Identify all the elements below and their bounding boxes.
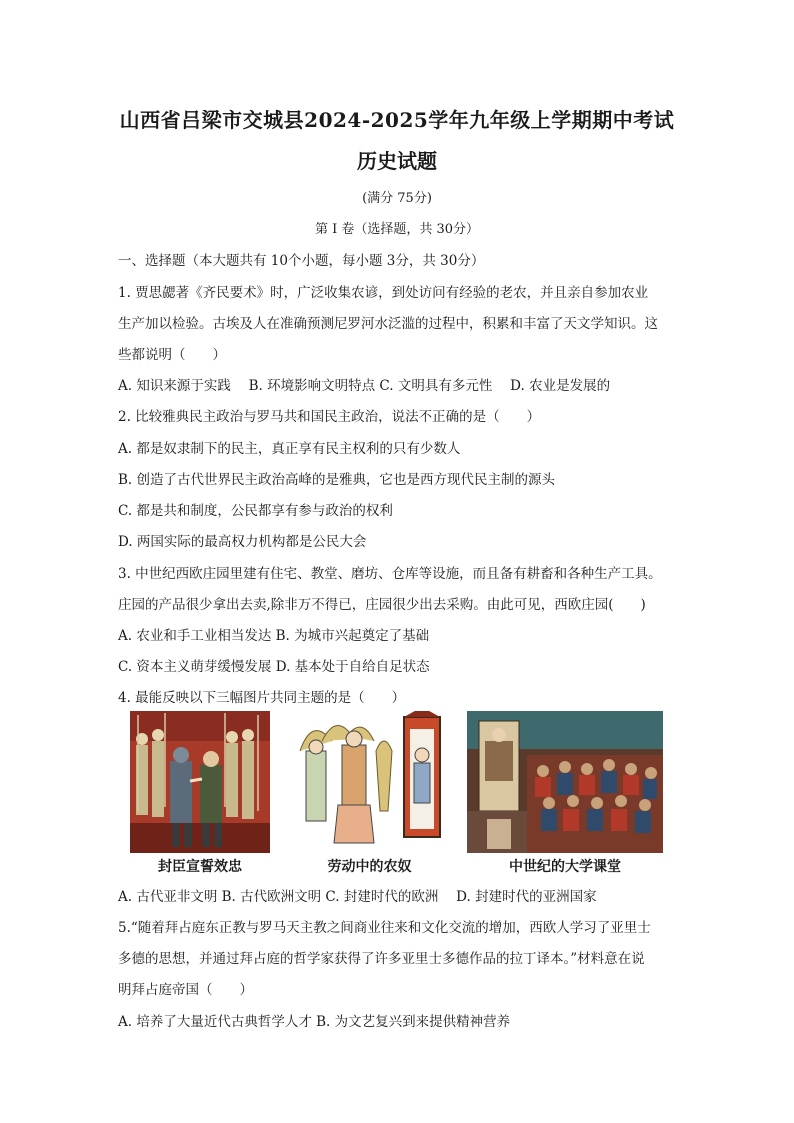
q4-stem: 4. 最能反映以下三幅图片共同主题的是（ ） (118, 690, 406, 706)
q1-line-3: 些都说明（ ） (118, 347, 226, 363)
q3-options-cd: C. 资本主义萌芽缓慢发展 D. 基本处于自给自足状态 (118, 659, 430, 675)
q2-option-c: C. 都是共和制度，公民都享有参与政治的权利 (118, 503, 393, 519)
q1-options: A. 知识来源于实践 B. 环境影响文明特点 C. 文明具有多元性 D. 农业是发展的 (118, 378, 611, 394)
q1-line-2: 生产加以检验。古埃及人在准确预测尼罗河水泛滥的过程中，积累和丰富了天文学知识。这 (118, 316, 658, 332)
q4-options: A. 古代亚非文明 B. 古代欧洲文明 C. 封建时代的欧洲 D. 封建时代的亚洲国家 (118, 889, 597, 905)
q3-options-ab: A. 农业和手工业相当发达 B. 为城市兴起奠定了基础 (118, 628, 430, 644)
section-heading: 第 I 卷（选择题，共 30分） (314, 222, 480, 237)
figure-serfs-working (292, 711, 447, 856)
q3-line-1: 3. 中世纪西欧庄园里建有住宅、教堂、磨坊、仓库等设施，而且备有耕畜和各种生产工具。 (118, 566, 662, 582)
q2-option-b: B. 创造了古代世界民主政治高峰的是雅典，它也是西方现代民主制的源头 (118, 472, 556, 488)
full-score: (满分 75分) (362, 191, 432, 206)
q3-line-2: 庄园的产品很少拿出去卖,除非万不得已，庄园很少出去采购。由此可见，西欧庄园( ) (118, 597, 646, 613)
q2-stem: 2. 比较雅典民主政治与罗马共和国民主政治，说法不正确的是（ ） (118, 409, 541, 425)
q2-option-d: D. 两国实际的最高权力机构都是公民大会 (118, 534, 367, 550)
exam-title: 山西省吕梁市交城县2024-2025学年九年级上学期期中考试 (119, 108, 675, 132)
q5-options-ab: A. 培养了大量近代古典哲学人才 B. 为文艺复兴到来提供精神营养 (118, 1014, 511, 1030)
exam-subtitle: 历史试题 (357, 149, 437, 173)
university-class-image (467, 711, 663, 853)
q1-line-1: 1. 贾思勰著《齐民要术》时，广泛收集农谚，到处访问有经验的老农，并且亲自参加农业 (118, 285, 649, 301)
caption-serfs-working: 劳动中的农奴 (327, 859, 412, 875)
part-heading: 一、选择题（本大题共有 10个小题，每小题 3分，共 30分） (118, 253, 485, 269)
vassal-oath-image (130, 711, 270, 853)
caption-vassal-oath: 封臣宣誓效忠 (158, 859, 242, 875)
caption-university-class: 中世纪的大学课堂 (509, 859, 621, 875)
serfs-working-image (292, 711, 447, 853)
q5-line-3: 明拜占庭帝国（ ） (118, 982, 253, 998)
q2-option-a: A. 都是奴隶制下的民主，真正享有民主权利的只有少数人 (118, 441, 461, 457)
q5-line-2: 多德的思想，并通过拜占庭的哲学家获得了许多亚里士多德作品的拉丁译本。”材料意在说 (118, 951, 645, 967)
figure-university-class (467, 711, 663, 856)
q5-line-1: 5.“随着拜占庭东正教与罗马天主教之间商业往来和文化交流的增加，西欧人学习了亚里士 (118, 920, 651, 936)
figure-vassal-oath (130, 711, 270, 856)
